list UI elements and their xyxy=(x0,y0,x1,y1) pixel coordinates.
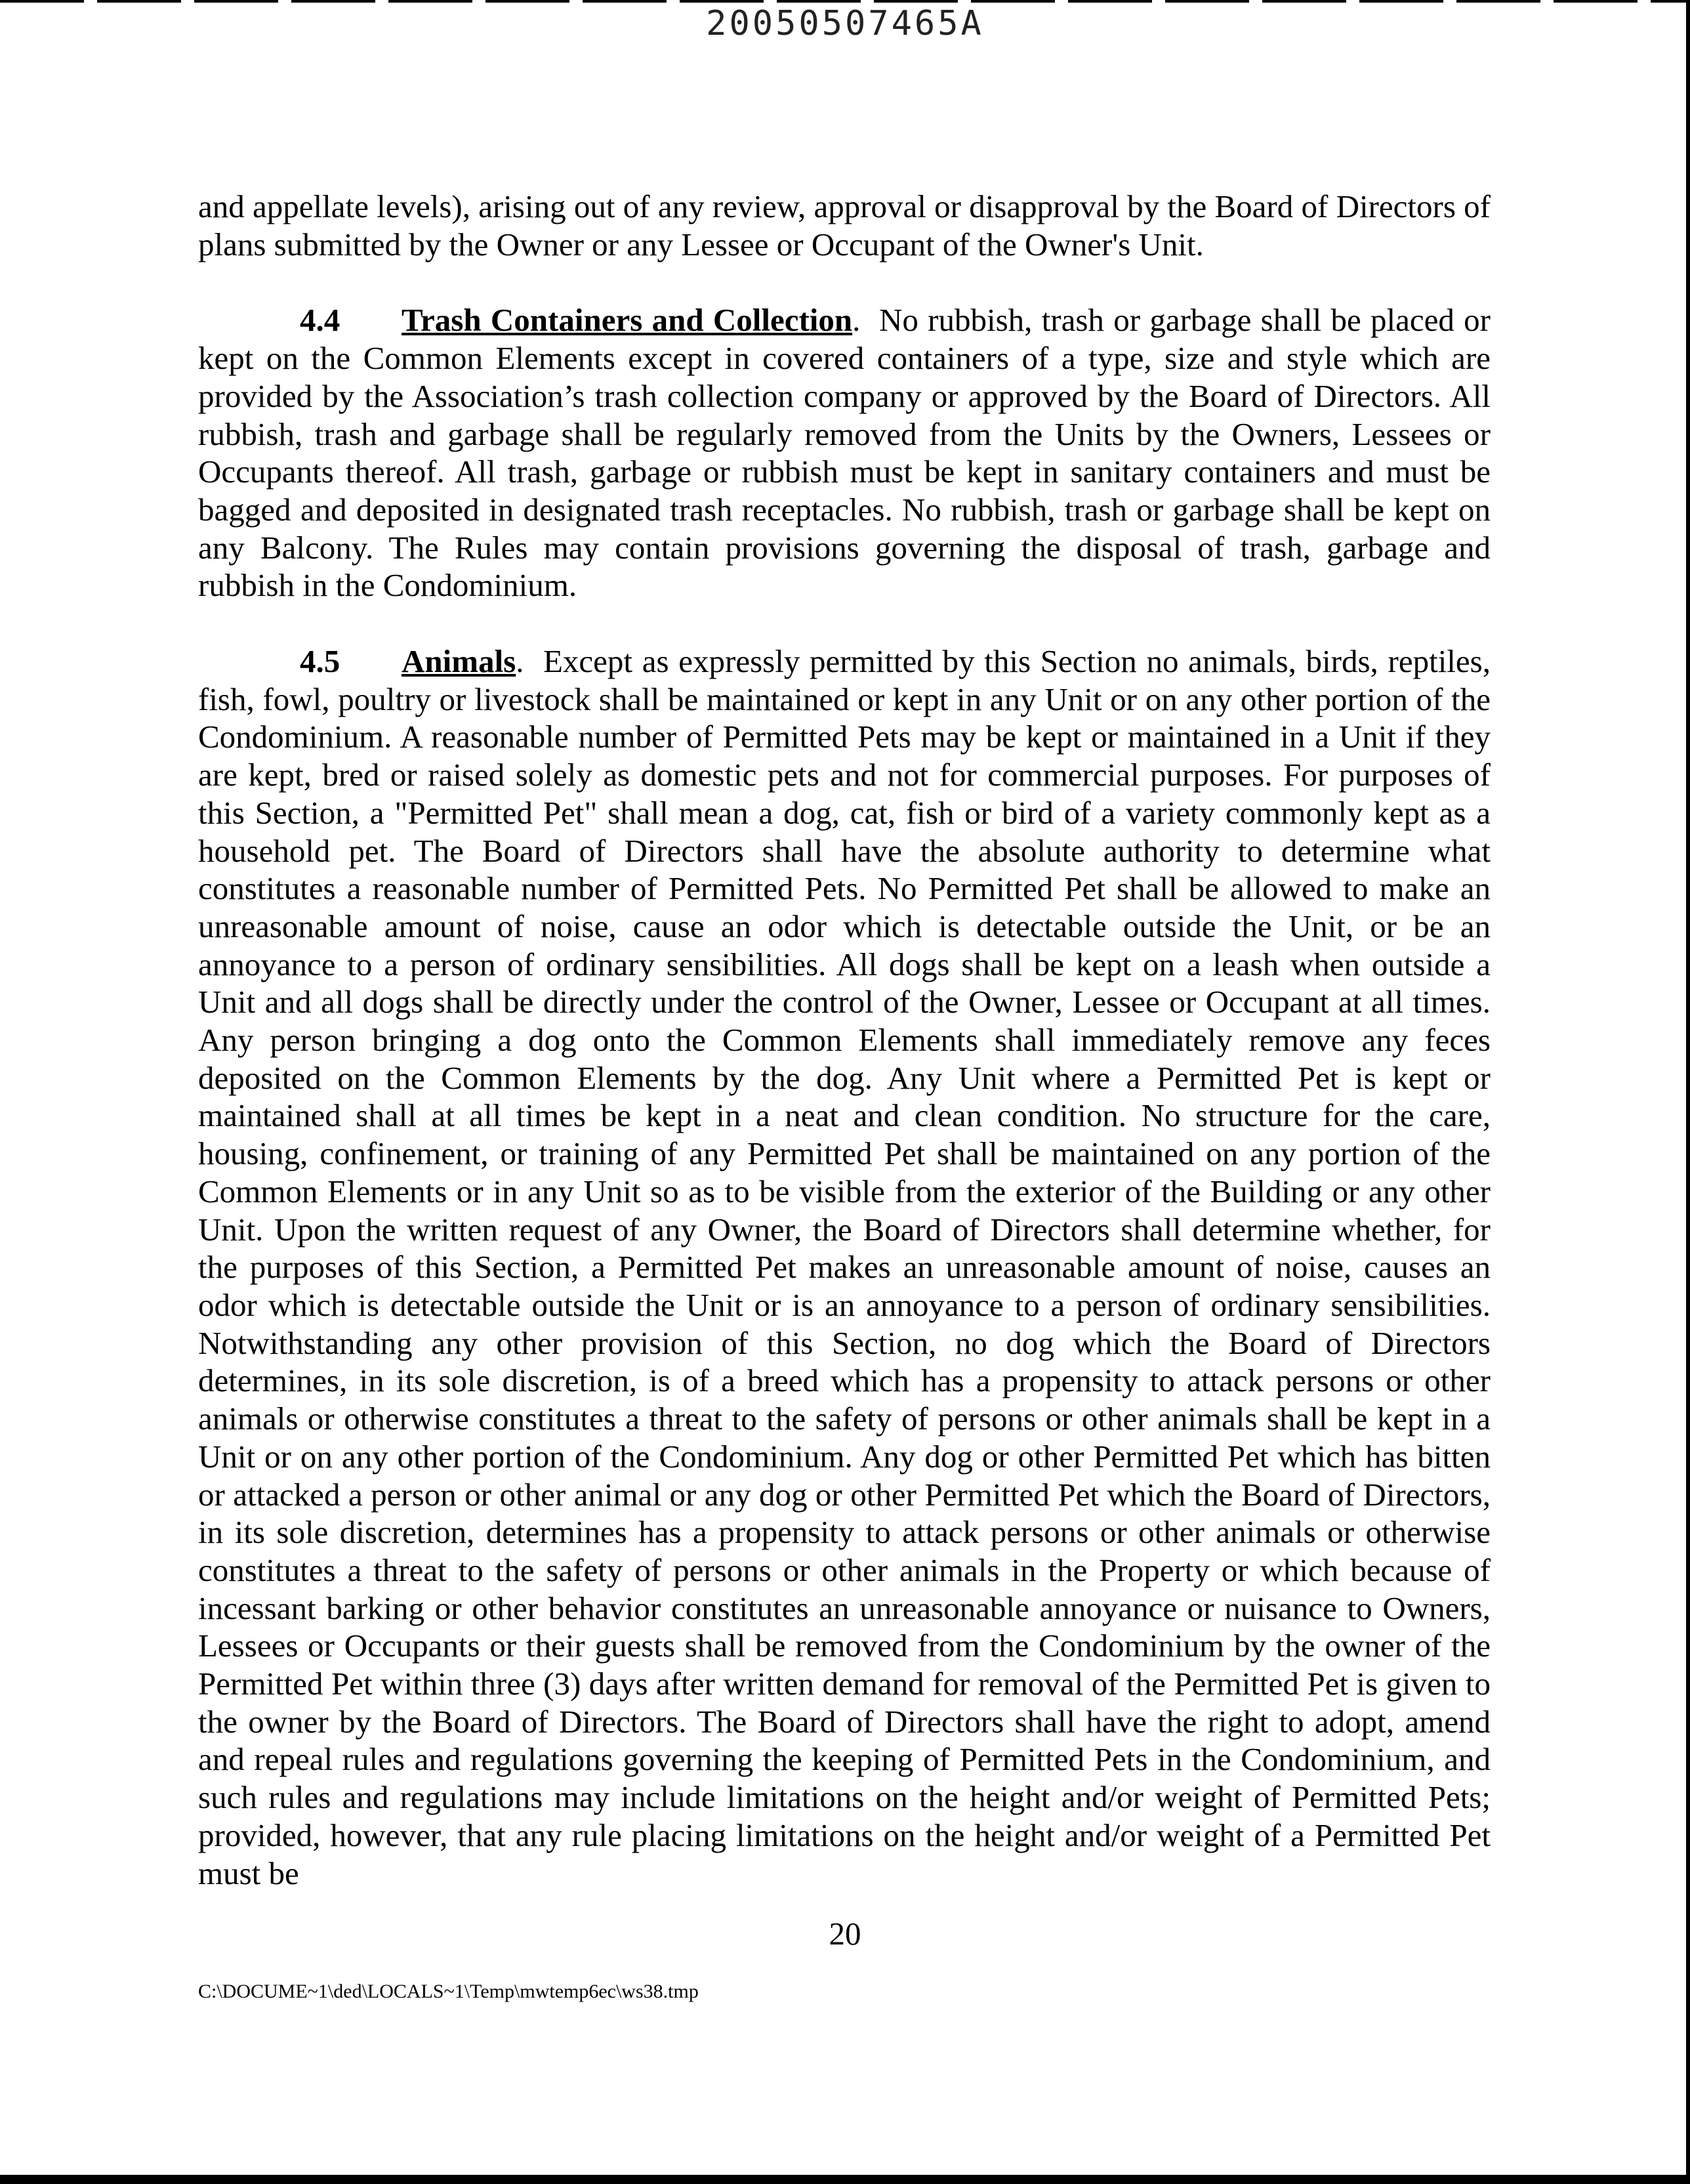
footer-file-path: C:\DOCUME~1\ded\LOCALS~1\Temp\mwtemp6ec\ws38.tmp xyxy=(198,1981,699,2002)
section-number: 4.5 xyxy=(300,643,340,680)
section-4-5: 4.5 Animals. Except as expressly permitted by this Section no animals, birds, reptiles, fish, fowl, poultry or livestock shall be maintained or kept in any Unit or on any other portion of the Condominium. A reasonable number of Permitted Pets may be kept or maintained in a Unit if they are kept, bred or raised solely as domestic pets and not for commercial purposes. For purposes of this Section, a "Permitted Pet" shall mean a dog, cat, fish or bird of a variety commonly kept as a household pet. The Board of Directors shall have the absolute authority to determine what constitutes a reasonable number of Permitted Pets. No Permitted Pet shall be allowed to make an unreasonable amount of noise, cause an odor which is detectable outside the Unit, or be an annoyance to a person of ordinary sensibilities. All dogs shall be kept on a leash when outside a Unit and all dogs shall be directly under the control of the Owner, Lessee or Occupant at all times. Any person bringing a dog onto the Common Elements shall immediately remove any feces deposited on the Common Elements by the dog. Any Unit where a Permitted Pet is kept or maintained shall at all times be kept in a neat and clean condition. No structure for the care, housing, confinement, or training of any Permitted Pet shall be maintained on any portion of the Common Elements or in any Unit so as to be visible from the exterior of the Building or any other Unit. Upon the written request of any Owner, the Board of Directors shall determine whether, for the purposes of this Section, a Permitted Pet makes an unreasonable amount of noise, causes an odor which is detectable outside the Unit or is an annoyance to a person of ordinary sensibilities. Notwithstanding any other provision of this Section, no dog which the Board of Directors determines, in its sole discretion, is of a breed which has a propensity to attack persons or other animals or otherwise constitutes a threat to the safety of persons or other animals shall be kept in a Unit or on any other portion of the Condominium. Any dog or other Permitted Pet which has bitten or attacked a person or other animal or any dog or other Permitted Pet which the Board of Directors, in its sole discretion, determines has a propensity to attack persons or other animals or otherwise constitutes a threat to the safety of persons or other animals in the Property or which because of incessant barking or other behavior constitutes an unreasonable annoyance or nuisance to Owners, Lessees or Occupants or their guests shall be removed from the Condominium by the owner of the Permitted Pet within three (3) days after written demand for removal of the Permitted Pet is given to the owner by the Board of Directors. The Board of Directors shall have the right to adopt, amend and repeal rules and regulations governing the keeping of Permitted Pets in the Condominium, and such rules and regulations may include limitations on the height and/or weight of Permitted Pets; provided, however, that any rule placing limitations on the height and/or weight of a Permitted Pet must be xyxy=(198,643,1491,1891)
section-4-4: 4.4 Trash Containers and Collection. No rubbish, trash or garbage shall be placed or kept on the Common Elements except in covered containers of a type, size and style which are provided by the Association’s trash collection company or approved by the Board of Directors. All rubbish, trash and garbage shall be regularly removed from the Units by the Owners, Lessees or Occupants thereof. All trash, garbage or rubbish must be kept in sanitary containers and must be bagged and deposited in designated trash receptacles. No rubbish, trash or garbage shall be kept on any Balcony. The Rules may contain provisions governing the disposal of trash, garbage and rubbish in the Condominium. xyxy=(198,302,1491,604)
page-body xyxy=(198,188,1491,1892)
section-number: 4.4 xyxy=(300,302,340,339)
section-heading: Trash Containers and Collection xyxy=(402,302,853,339)
top-scan-border xyxy=(0,0,1690,3)
continuation-paragraph: and appellate levels), arising out of any review, approval or disapproval by the Board of Directors of plans submitted by the Owner or any Lessee or Occupant of the Owner's Unit. xyxy=(198,188,1491,262)
section-body: No rubbish, trash or garbage shall be placed or kept on the Common Elements except in covered containers of a type, size and style which are provided by the Association’s trash collection company or approved by the Board of Directors. All rubbish, trash and garbage shall be regularly removed from the Units by the Owners, Lessees or Occupants thereof. All trash, garbage or rubbish must be kept in sanitary containers and must be bagged and deposited in designated trash receptacles. No rubbish, trash or garbage shall be kept on any Balcony. The Rules may contain provisions governing the disposal of trash, garbage and rubbish in the Condominium. xyxy=(198,302,1491,604)
document-stamp-number: 20050507465A xyxy=(706,4,984,43)
bottom-scan-border xyxy=(0,2175,1690,2184)
section-body: Except as expressly permitted by this Section no animals, birds, reptiles, fish, fowl, poultry or livestock shall be maintained or kept in any Unit or on any other portion of the Condominium. A reasonable number of Permitted Pets may be kept or maintained in a Unit if they are kept, bred or raised solely as domestic pets and not for commercial purposes. For purposes of this Section, a "Permitted Pet" shall mean a dog, cat, fish or bird of a variety commonly kept as a household pet. The Board of Directors shall have the absolute authority to determine what constitutes a reasonable number of Permitted Pets. No Permitted Pet shall be allowed to make an unreasonable amount of noise, cause an odor which is detectable outside the Unit, or be an annoyance to a person of ordinary sensibilities. All dogs shall be kept on a leash when outside a Unit and all dogs shall be directly under the control of the Owner, Lessee or Occupant at all times. Any person bringing a dog onto the Common Elements shall immediately remove any feces deposited on the Common Elements by the dog. Any Unit where a Permitted Pet is kept or maintained shall at all times be kept in a neat and clean condition. No structure for the care, housing, confinement, or training of any Permitted Pet shall be maintained on any portion of the Common Elements or in any Unit so as to be visible from the exterior of the Building or any other Unit. Upon the written request of any Owner, the Board of Directors shall determine whether, for the purposes of this Section, a Permitted Pet makes an unreasonable amount of noise, causes an odor which is detectable outside the Unit or is an annoyance to a person of ordinary sensibilities. Notwithstanding any other provision of this Section, no dog which the Board of Directors determines, in its sole discretion, is of a breed which has a propensity to attack persons or other animals or otherwise constitutes a threat to the safety of persons or other animals shall be kept in a Unit or on any other portion of the Condominium. Any dog or other Permitted Pet which has bitten or attacked a person or other animal or any dog or other Permitted Pet which the Board of Directors, in its sole discretion, determines has a propensity to attack persons or other animals or otherwise constitutes a threat to the safety of persons or other animals in the Property or which because of incessant barking or other behavior constitutes an unreasonable annoyance or nuisance to Owners, Lessees or Occupants or their guests shall be removed from the Condominium by the owner of the Permitted Pet within three (3) days after written demand for removal of the Permitted Pet is given to the owner by the Board of Directors. The Board of Directors shall have the right to adopt, amend and repeal rules and regulations governing the keeping of Permitted Pets in the Condominium, and such rules and regulations may include limitations on the height and/or weight of Permitted Pets; provided, however, that any rule placing limitations on the height and/or weight of a Permitted Pet must be xyxy=(198,643,1491,1891)
page-number: 20 xyxy=(829,1916,861,1952)
section-heading: Animals xyxy=(402,643,516,680)
right-scan-border xyxy=(1686,0,1690,2184)
